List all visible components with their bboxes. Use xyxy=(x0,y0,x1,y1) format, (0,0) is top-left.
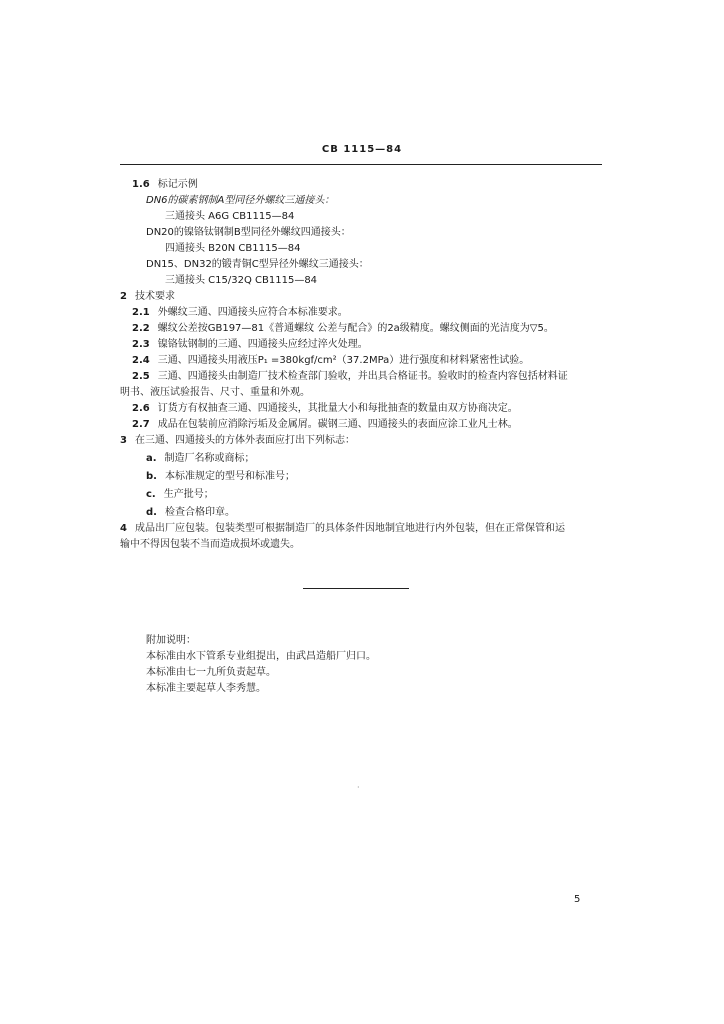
clause-2-5-continuation: 明书、液压试验报告、尺寸、重量和外观。 xyxy=(120,387,310,398)
scan-speck: · xyxy=(357,783,360,792)
marking-item-d: d. 检查合格印章。 xyxy=(146,507,235,518)
end-divider xyxy=(303,588,409,589)
notes-title: 附加说明： xyxy=(146,635,196,646)
note-line-2: 本标准由七一九所负责起草。 xyxy=(146,667,276,678)
section-title: 标记示例 xyxy=(157,179,198,190)
example-2-description: DN20的镍铬钛钢制B型同径外螺纹四通接头： xyxy=(146,227,351,238)
clause-2-7: 2.7 成品在包装前应消除污垢及金属屑。碳钢三通、四通接头的表面应涂工业凡士林。 xyxy=(132,419,518,430)
clause-2-6: 2.6 订货方有权抽查三通、四通接头，其批量大小和每批抽查的数量由双方协商决定。 xyxy=(132,403,518,414)
section-1-6-heading xyxy=(132,178,198,192)
marking-item-c: c. 生产批号； xyxy=(146,489,214,500)
section-4-continuation: 输中不得因包装不当而造成损坏或遗失。 xyxy=(120,539,300,550)
clause-2-5: 2.5 三通、四通接头由制造厂技术检查部门验收，并出具合格证书。验收时的检查内容包括材料证 xyxy=(132,371,568,382)
marking-item-b: b. 本标准规定的型号和标准号； xyxy=(146,471,295,482)
clause-2-4: 2.4 三通、四通接头用液压P₁ =380kgf/cm²（37.2MPa）进行强度和材料紧密性试验。 xyxy=(132,355,530,366)
section-4: 4 成品出厂应包装。包装类型可根据制造厂的具体条件因地制宜地进行内外包装，但在正常保管和运 xyxy=(120,523,565,534)
example-3-description: DN15、DN32的锻青铜C型异径外螺纹三通接头： xyxy=(146,259,369,270)
section-number: 4 xyxy=(120,523,127,534)
section-title: 技术要求 xyxy=(134,291,175,302)
section-3-heading xyxy=(120,434,355,448)
clause-2-3: 2.3 镍铬钛钢制的三通、四通接头应经过淬火处理。 xyxy=(132,339,368,350)
example-1-marking: 三通接头 A6G CB1115—84 xyxy=(165,211,295,222)
page-number: 5 xyxy=(574,894,581,905)
section-title: 在三通、四通接头的方体外表面应打出下列标志： xyxy=(134,435,355,446)
example-3-marking: 三通接头 C15/32Q CB1115—84 xyxy=(165,275,318,286)
note-line-3: 本标准主要起草人李秀慧。 xyxy=(146,683,266,694)
clause-2-2: 2.2 螺纹公差按GB197—81《普通螺纹 公差与配合》的2a级精度。螺纹侧面的光洁度为▽5。 xyxy=(132,323,554,334)
header-divider xyxy=(120,164,602,165)
example-1-description: DN6的碳素钢制A型同径外螺纹三通接头： xyxy=(146,195,335,206)
section-number: 2 xyxy=(120,291,127,302)
example-2-marking: 四通接头 B20N CB1115—84 xyxy=(165,243,301,254)
clause-2-1: 2.1 外螺纹三通、四通接头应符合本标准要求。 xyxy=(132,307,348,318)
standard-code-header: CB 1115—84 xyxy=(321,144,403,155)
section-number: 1.6 xyxy=(132,179,150,190)
section-2-heading xyxy=(120,290,175,304)
note-line-1: 本标准由水下管系专业组提出，由武昌造船厂归口。 xyxy=(146,651,376,662)
section-number: 3 xyxy=(120,435,127,446)
marking-item-a: a. 制造厂名称或商标； xyxy=(146,453,255,464)
